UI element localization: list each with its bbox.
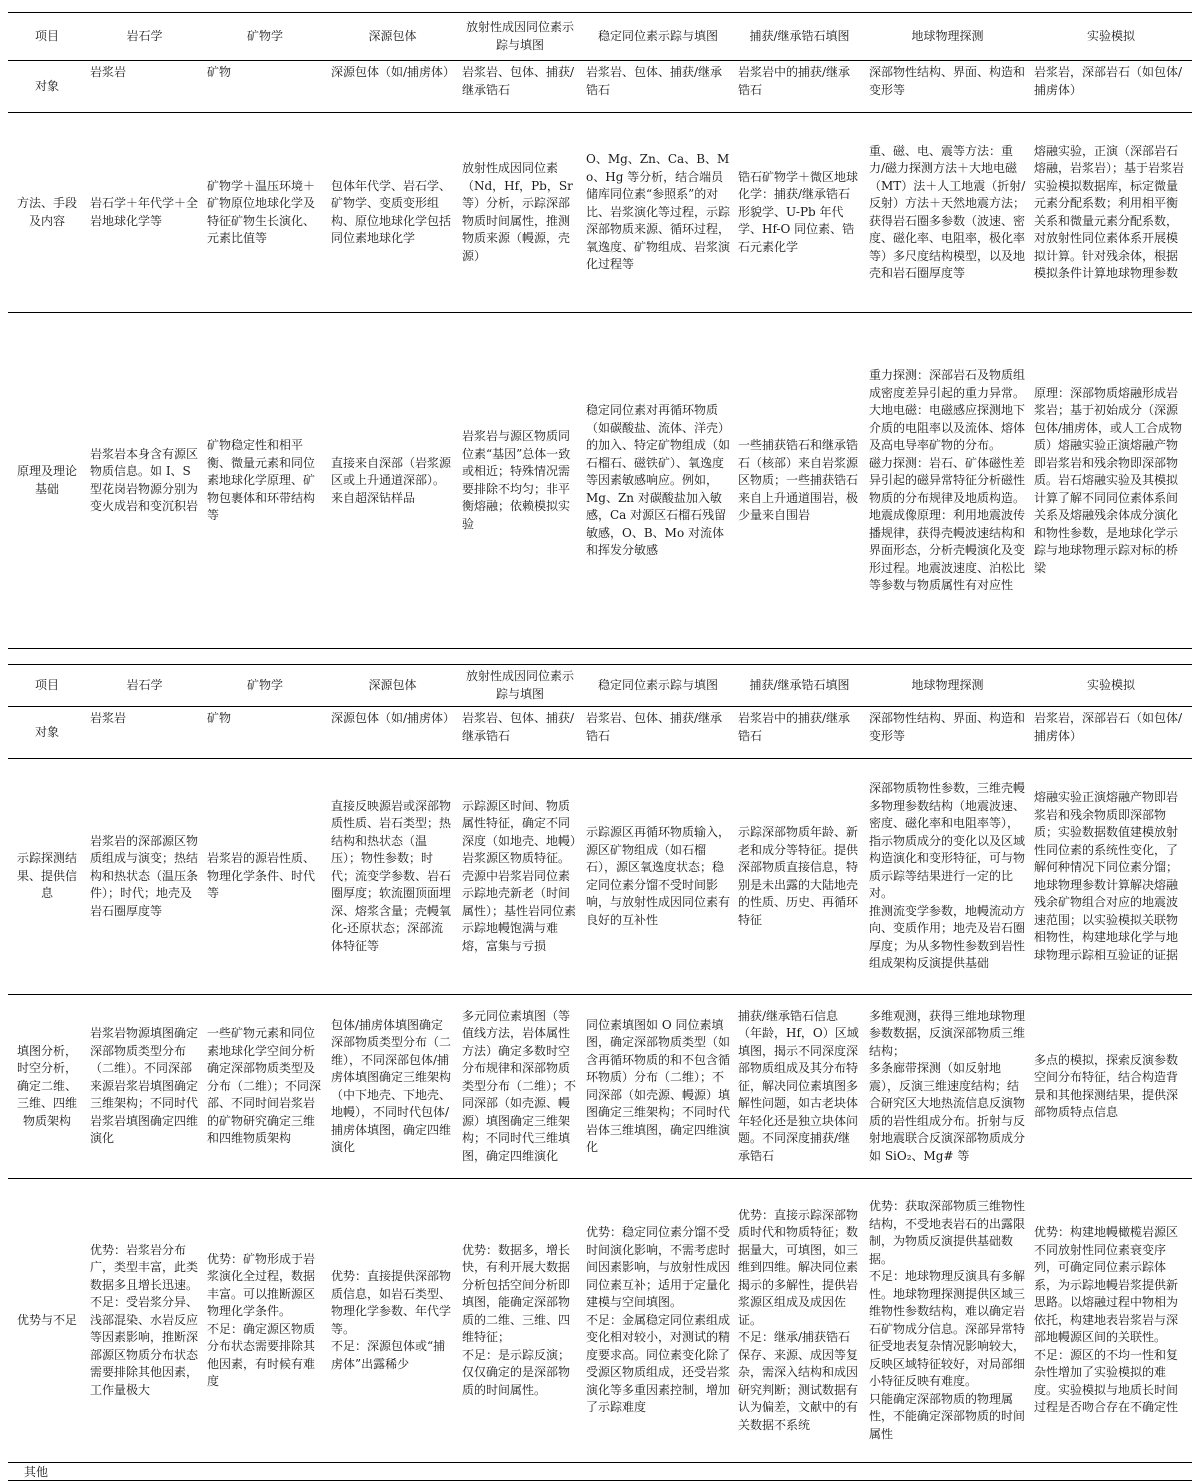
table-cell: 优势：数据多，增长快，有利开展大数据分析包括空间分析即填图，能确定深部物质的二维、三维、四维特征； 不足：是示踪反演；仅仅确定的是深部物质的时间属性。: [458, 1179, 582, 1463]
divider: [8, 1463, 1192, 1467]
table-cell: 岩浆岩，深部岩石（如包体/捕虏体）: [1030, 61, 1192, 113]
header-zircon-mapping: 捕获/继承锆石填图: [734, 13, 865, 61]
table-cell: 放射性成因同位素（Nd，Hf，Pb，Sr 等）分析，示踪深部物质时间属性，推测物质来源（幔源，壳源）: [458, 113, 582, 313]
table-cell: 岩浆岩与源区物质同位素“基因”总体一致或相近；特殊情况需要排除不均匀；非平衡熔融；依赖模拟实验: [458, 313, 582, 649]
table-cell: 矿物学＋温压环境＋矿物原位地球化学及特征矿物生长演化、元素比值等: [203, 113, 327, 313]
table-cell: 岩浆岩、包体、捕获/继承锆石: [582, 61, 734, 113]
table-row: [8, 313, 1192, 649]
comparison-table-part1: [8, 12, 1192, 649]
table-cell: 优势：岩浆岩分布广，类型丰富，此类数据多且增长迅速。 不足：受岩浆分异、浅部混染、水岩反应等因素影响，推断深部源区物质分布状态需要排除其他因素，工作量极大: [86, 1179, 203, 1463]
header-item: 项目: [8, 13, 86, 61]
table-cell: 一些矿物元素和同位素地球化学空间分析确定深部物质类型及分布（二维）；不同深部、不同时间岩浆岩的矿物研究确定三维和四维物质架构: [203, 995, 327, 1179]
table-cell: 岩浆岩、包体、捕获/继承锆石: [458, 707, 582, 759]
header-zircon-mapping: 捕获/继承锆石填图: [734, 665, 865, 707]
table1-header-row: [8, 13, 1192, 61]
table-row: [8, 1179, 1192, 1463]
table-cell: 深部物性结构、界面、构造和变形等: [865, 61, 1030, 113]
table-cell: 岩浆岩，深部岩石（如包体/捕虏体）: [1030, 707, 1192, 759]
table-cell: O、Mg、Zn、Ca、B、Mo、Hg 等分析，结合端员储库同位素“参照系”的对比、岩浆演化等过程，示踪深部物质来源、循环过程，氧逸度、矿物组成、岩浆演化过程等: [582, 113, 734, 313]
table-cell: 岩浆岩中的捕获/继承锆石: [734, 61, 865, 113]
table-cell: 岩浆岩本身含有源区物质信息。如 I、S 型花岗岩物源分别为变火成岩和变沉积岩: [86, 313, 203, 649]
table-cell: 优势：矿物形成于岩浆演化全过程，数据丰富。可以推断源区物理化学条件。 不足：确定源区物质分布状态需要排除其他因素，有时候有难度: [203, 1179, 327, 1463]
header-mineralogy: 矿物学: [203, 665, 327, 707]
table-cell: 矿物稳定性和相平衡、微量元素和同位素地球化学原理、矿物包裹体和环带结构等: [203, 313, 327, 649]
table-cell: 示踪深部物质年龄、新老和成分等特征。提供深部物质直接信息，特别是未出露的大陆地壳的性质、历史、再循环特征: [734, 759, 865, 995]
row-label: 对象: [8, 707, 86, 759]
table-cell: 岩浆岩物源填图确定深部物质类型分布（二维）。不同深部来源岩浆岩填图确定三维架构；不同时代岩浆岩填图确定四维演化: [86, 995, 203, 1179]
table-cell: 岩浆岩的源岩性质、物理化学条件、时代等: [203, 759, 327, 995]
header-geophysics: 地球物理探测: [865, 13, 1030, 61]
row-label: 填图分析，时空分析，确定二维、三维、四维物质架构: [8, 995, 86, 1179]
table-cell: 优势：构建地幔橄榄岩源区不同放射性同位素衰变序列，可确定同位素示踪体系，为示踪地幔岩浆提供新思路。以熔融过程中物相为依托，构建地表岩浆岩与深部地幔源区间的关联性。 不足：源区的不均一性和复杂性增加了实验模拟的难度。实验模拟与地质长时间过程是否吻合存在不确定性: [1030, 1179, 1192, 1463]
table-cell: 一些捕获锆石和继承锆石（核部）来自岩浆源区物质；一些捕获锆石来自上升通道围岩，极少量来自围岩: [734, 313, 865, 649]
table-cell: 多元同位素填图（等值线方法，岩体属性方法）确定多数时空分布规律和深部物质类型分布（二维）；不同深部（如壳源、幔源）填图确定三维架构；不同时代三维填图，确定四维演化: [458, 995, 582, 1179]
table-cell: 同位素填图如 O 同位素填图，确定深部物质类型（如含再循环物质的和不包含循环物质）分布（二维）；不同深部（如壳源、幔源）填图确定三维架构；不同时代岩体三维填图，确定四维演化: [582, 995, 734, 1179]
divider: [8, 1480, 1192, 1481]
header-petrology: 岩石学: [86, 665, 203, 707]
row-label: 示踪探测结果、提供信息: [8, 759, 86, 995]
table-cell: 多维观测，获得三维地球物理参数数据，反演深部物质三维结构； 多条廊带探测（如反射地震），反演三维速度结构；结合研究区大地热流信息反演物质的岩性组成分布。折射与反射地震联合反演深部物质成分如 SiO₂、Mg# 等: [865, 995, 1030, 1179]
table-cell: 岩浆岩、包体、捕获/继承锆石: [458, 61, 582, 113]
header-item: 项目: [8, 665, 86, 707]
table-row: [8, 61, 1192, 113]
header-experiment: 实验模拟: [1030, 13, 1192, 61]
table-row: [8, 113, 1192, 313]
table-cell: 矿物: [203, 707, 327, 759]
header-radiogenic-isotope: 放射性成因同位素示踪与填图: [458, 13, 582, 61]
table-cell: 锆石矿物学＋微区地球化学：捕获/继承锆石形貌学、U-Pb 年代学、Hf-O 同位素、锆石元素化学: [734, 113, 865, 313]
divider: [8, 648, 1192, 649]
table-cell: 岩石学＋年代学＋全岩地球化学等: [86, 113, 203, 313]
table-row: [8, 759, 1192, 995]
table-cell: 重、磁、电、震等方法：重力/磁力探测方法＋大地电磁（MT）法＋人工地震（折射/反射）方法＋天然地震方法；获得岩石圈多参数（波速、密度、磁化率、电阻率，极化率等）多尺度结构模型，以及地壳和岩石圈厚度等: [865, 113, 1030, 313]
row-label: 原理及理论基础: [8, 313, 86, 649]
table-cell: 熔融实验正演熔融产物即岩浆岩和残余物质即深部物质；实验数据数值建模放射性同位素的系统性变化，了解何种情况下同位素分馏；地球物理参数计算解决熔融残余矿物组合对应的地震波速范围；以实验模拟关联物相物性，构建地球化学与地球物理示踪相互验证的证据: [1030, 759, 1192, 995]
table-cell: 捕获/继承锆石信息（年龄，Hf，O）区域填图，揭示不同深度深部物质组成及其分布特征，解决同位素填图多解性问题，如古老块体年轻化还是独立块体问题。不同深度捕获/继承锆石: [734, 995, 865, 1179]
table-cell: 岩浆岩、包体、捕获/继承锆石: [582, 707, 734, 759]
table-cell: 直接反映源岩或深部物质性质、岩石类型；热结构和热状态（温压）；物性参数；时代；流变学参数、岩石圈厚度；软流圈顶面埋深、熔浆含量；壳幔氧化-还原状态；深部流体特征等: [327, 759, 458, 995]
table-cell: 多点的模拟，探索反演参数空间分布特征，结合构造背景和其他探测结果，提供深部物质特点信息: [1030, 995, 1192, 1179]
table-cell: 岩浆岩的深部源区物质组成与演变；热结构和热状态（温压条件）；时代；地壳及岩石圈厚度等: [86, 759, 203, 995]
table-cell: 稳定同位素对再循环物质（如碳酸盐、流体、洋壳）的加入、特定矿物组成（如石榴石、磁铁矿）、氧逸度等因素敏感响应。例如，Mg、Zn 对碳酸盐加入敏感，Ca 对源区石榴石残留敏感，O、B、Mo 对流体和挥发分敏感: [582, 313, 734, 649]
table-cell: 直接来自深部（岩浆源区或上升通道深部）。来自超深钻样品: [327, 313, 458, 649]
header-radiogenic-isotope: 放射性成因同位素示踪与填图: [458, 665, 582, 707]
table-cell: 包体年代学、岩石学、矿物学、变质变形组构、原位地球化学包括同位素地球化学: [327, 113, 458, 313]
table-cell: 深源包体（如/捕虏体）: [327, 61, 458, 113]
row-label-other: 其他: [24, 1465, 49, 1479]
header-stable-isotope: 稳定同位素示踪与填图: [582, 13, 734, 61]
row-label: 对象: [8, 61, 86, 113]
table-cell: 优势：获取深部物质三维物性结构，不受地表岩石的出露限制，为物质反演提供基础数据。 不足：地球物理反演具有多解性。地球物理探测提供区域三维物性参数结构，难以确定岩石矿物成分信息。深部异常特征受地表复杂情况影响较大，反映区域特征较好，对局部细小特征反映有难度。 只能确定深部物质的物理属性，不能确定深部物质的时间属性: [865, 1179, 1030, 1463]
comparison-table-part2: [8, 664, 1192, 1467]
table-row: [8, 995, 1192, 1179]
header-deep-inclusion: 深源包体: [327, 13, 458, 61]
header-geophysics: 地球物理探测: [865, 665, 1030, 707]
table-divider-row: [8, 1463, 1192, 1467]
header-deep-inclusion: 深源包体: [327, 665, 458, 707]
table-cell: 重力探测：深部岩石及物质组成密度差异引起的重力异常。 大地电磁：电磁感应探测地下介质的电阻率以及流体、熔体及高电导率矿物的分布。 磁力探测：岩石、矿体磁性差异引起的磁异常特征分析磁性物质的分布规律及地质构造。 地震成像原理：利用地震波传播规律，获得壳幔波速结构和界面形态，分析壳幔演化及变形过程。地震波速度、泊松比等参数与物质属性有对应性: [865, 313, 1030, 649]
header-mineralogy: 矿物学: [203, 13, 327, 61]
row-label: 方法、手段及内容: [8, 113, 86, 313]
table-cell: 深源包体（如/捕虏体）: [327, 707, 458, 759]
table-cell: 示踪源区再循环物质输入，源区矿物组成（如石榴石），源区氧逸度状态；稳定同位素分馏不受时间影响，与放射性成因同位素有良好的互补性: [582, 759, 734, 995]
table-cell: 原理：深部物质熔融形成岩浆岩；基于初始成分（深源包体/捕虏体，或人工合成物质）熔融实验正演熔融产物即岩浆岩和残余物即深部物质。岩石熔融实验及其模拟计算了解不同同位素体系间关系及熔融残余体成分演化和物性参数，是地球化学示踪与地球物理示踪对标的桥梁: [1030, 313, 1192, 649]
header-stable-isotope: 稳定同位素示踪与填图: [582, 665, 734, 707]
table-cell: 岩浆岩中的捕获/继承锆石: [734, 707, 865, 759]
table-cell: 岩浆岩: [86, 61, 203, 113]
header-petrology: 岩石学: [86, 13, 203, 61]
table-cell: 深部物质物性参数，三维壳幔多物理参数结构（地震波速、密度、磁化率和电阻率等），指示物质成分的变化以及区域构造演化和变形特征，可与物质示踪等结果进行一定的比对。 推测流变学参数，地幔流动方向、变质作用；地壳及岩石圈厚度；为从多物性参数到岩性组成架构反演提供基础: [865, 759, 1030, 995]
table-row: [8, 707, 1192, 759]
table-cell: 优势：直接提供深部物质信息，如岩石类型、物理化学参数、年代学等。 不足：深源包体或“捕虏体”出露稀少: [327, 1179, 458, 1463]
header-experiment: 实验模拟: [1030, 665, 1192, 707]
table-cell: 熔融实验，正演（深部岩石熔融，岩浆岩）；基于岩浆岩实验模拟数据库，标定微量元素分配系数；利用相平衡关系和微量元素分配系数，对放射性同位素体系开展模拟计算。针对残余体，根据模拟条件计算地球物理参数: [1030, 113, 1192, 313]
table-cell: 包体/捕虏体填图确定深部物质类型分布（二维），不同深部包体/捕虏体填图确定三维架构（中下地壳、下地壳、地幔），不同时代包体/捕虏体填图，确定四维演化: [327, 995, 458, 1179]
table-cell: 优势：稳定同位素分馏不受时间演化影响，不需考虑时间因素影响，与放射性成因同位素互补；适用于定量化建模与空间填图。 不足：金属稳定同位素组成变化相对较小，对测试的精度要求高。同位素变化除了受源区物质组成，还受岩浆演化等多重因素控制，增加了示踪难度: [582, 1179, 734, 1463]
table-cell: 优势：直接示踪深部物质时代和物质特征；数据量大，可填图，如三维到四维。解决同位素揭示的多解性，提供岩浆源区组成及成因佐证。 不足：继承/捕获锆石保存、来源、成因等复杂，需深入结构和成因研究判断；测试数据有认为偏差，文献中的有关数据不系统: [734, 1179, 865, 1463]
table-cell: 岩浆岩: [86, 707, 203, 759]
row-label: 优势与不足: [8, 1179, 86, 1463]
table-cell: 深部物性结构、界面、构造和变形等: [865, 707, 1030, 759]
table-cell: 矿物: [203, 61, 327, 113]
table2-header-row: [8, 665, 1192, 707]
table-cell: 示踪源区时间、物质属性特征，确定不同深度（如地壳、地幔）岩浆源区物质特征。壳源中岩浆岩同位素示踪地壳新老（时间属性）；基性岩同位素示踪地幔饱满与难熔，富集与亏损: [458, 759, 582, 995]
